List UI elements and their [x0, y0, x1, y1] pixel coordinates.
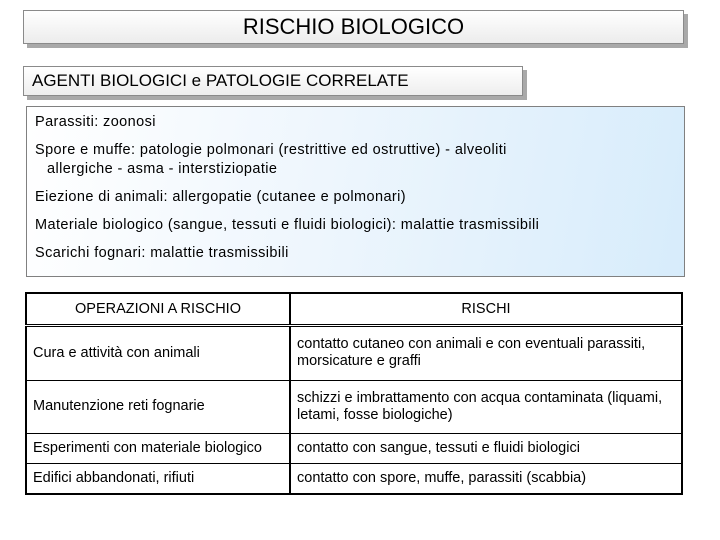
risk-table: [25, 292, 683, 495]
subtitle-box: [23, 66, 523, 96]
risk-cell: contatto con sangue, tessuti e fluidi biologici: [290, 433, 682, 463]
table-row: [26, 463, 682, 494]
operation-cell: Cura e attività con animali: [26, 326, 290, 381]
table-row: [26, 380, 682, 433]
risk-cell: schizzi e imbrattamento con acqua contaminata (liquami, letami, fosse biologiche): [290, 380, 682, 433]
table-row: [26, 433, 682, 463]
operation-cell: Manutenzione reti fognarie: [26, 380, 290, 433]
agent-item-materiale: Materiale biologico (sangue, tessuti e fluidi biologici): malattie trasmissibili: [35, 217, 540, 233]
title-box: [23, 10, 684, 44]
page-title: RISCHIO BIOLOGICO: [242, 14, 465, 39]
column-header-risks: RISCHI: [290, 293, 682, 326]
section-subtitle: AGENTI BIOLOGICI e PATOLOGIE CORRELATE: [32, 71, 409, 90]
table-row: [26, 326, 682, 381]
biological-agents-box: [26, 106, 685, 277]
agent-item-parassiti: Parassiti: zoonosi: [35, 114, 156, 130]
agent-item-spore-continued: allergiche - asma - interstiziopatie: [47, 161, 278, 177]
agent-item-eiezione: Eiezione di animali: allergopatie (cutanee e polmonari): [35, 189, 407, 205]
operation-cell: Edifici abbandonati, rifiuti: [26, 463, 290, 494]
agent-item-scarichi: Scarichi fognari: malattie trasmissibili: [35, 245, 289, 261]
risk-cell: contatto cutaneo con animali e con eventuali parassiti, morsicature e graffi: [290, 326, 682, 381]
operation-cell: Esperimenti con materiale biologico: [26, 433, 290, 463]
agent-item-spore: Spore e muffe: patologie polmonari (restrittive ed ostruttive) - alveoliti: [35, 142, 507, 158]
column-header-operations: OPERAZIONI A RISCHIO: [26, 293, 290, 326]
risk-cell: contatto con spore, muffe, parassiti (scabbia): [290, 463, 682, 494]
table-header-row: [26, 293, 682, 326]
